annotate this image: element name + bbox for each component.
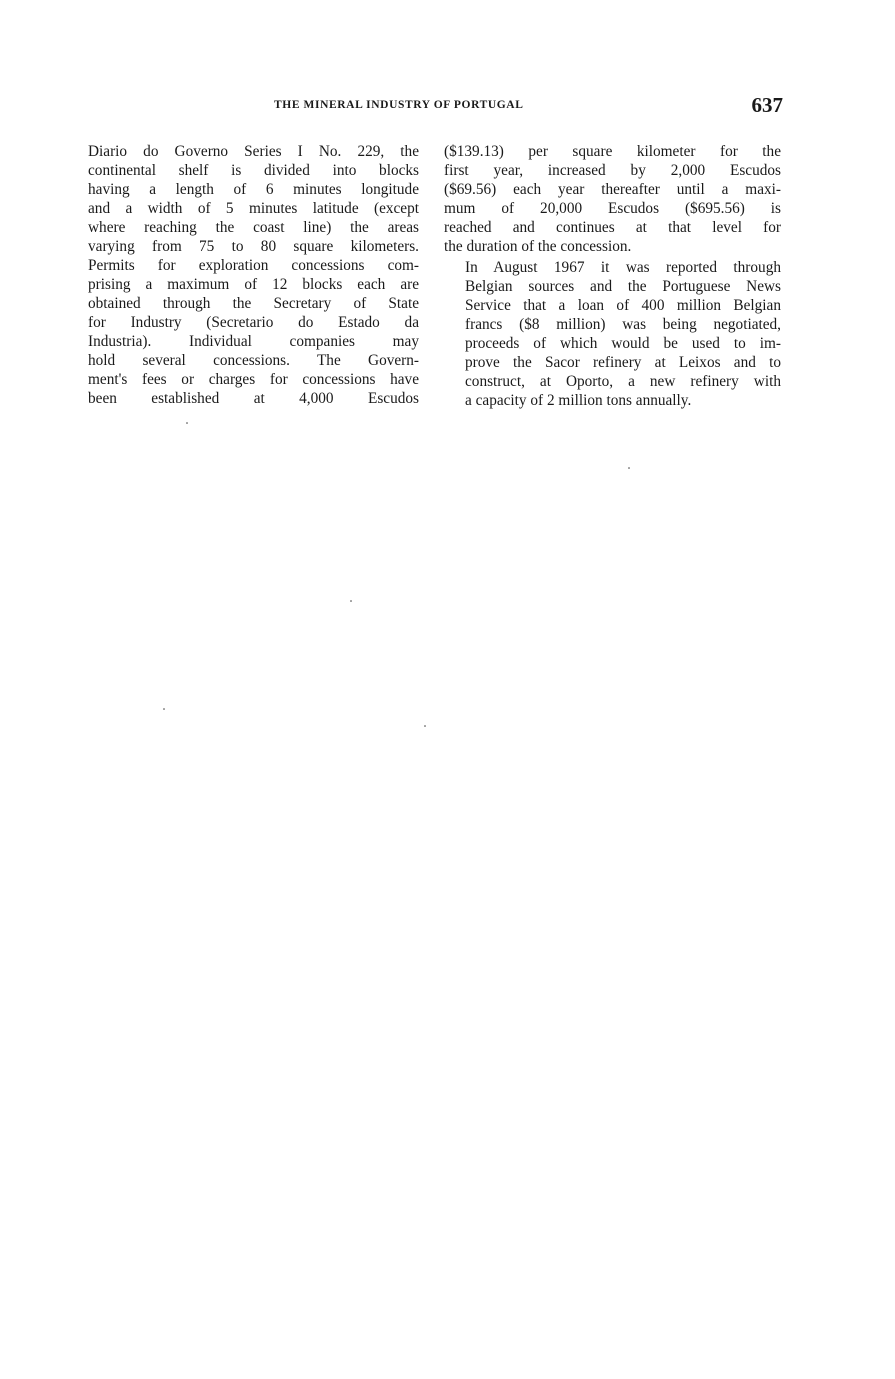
text-line: for Industry (Secretario do Estado da: [88, 314, 419, 331]
text-line: prising a maximum of 12 blocks each are: [88, 276, 419, 293]
text-line: mum of 20,000 Escudos ($695.56) is: [444, 200, 781, 217]
text-line: been established at 4,000 Escudos: [88, 390, 419, 407]
right-column-paragraph-2: [444, 258, 781, 410]
text-line: varying from 75 to 80 square kilometers.: [88, 238, 419, 255]
scan-speck: [628, 467, 630, 469]
text-line: Diario do Governo Series I No. 229, the: [88, 143, 419, 160]
text-line: proceeds of which would be used to im-: [465, 335, 781, 352]
text-line: a capacity of 2 million tons annually.: [465, 392, 692, 409]
text-line: and a width of 5 minutes latitude (except: [88, 200, 419, 217]
text-line: Belgian sources and the Portuguese News: [465, 278, 781, 295]
text-line: continental shelf is divided into blocks: [88, 162, 419, 179]
text-line: prove the Sacor refinery at Leixos and to: [465, 354, 781, 371]
text-line: construct, at Oporto, a new refinery with: [465, 373, 781, 390]
text-line: reached and continues at that level for: [444, 219, 781, 236]
running-head-title: THE MINERAL INDUSTRY OF PORTUGAL: [274, 99, 524, 111]
running-head: [88, 93, 783, 121]
scan-speck: [163, 708, 165, 710]
right-column: [444, 142, 781, 410]
left-column: [88, 142, 419, 408]
text-line: Service that a loan of 400 million Belgian: [465, 297, 781, 314]
scan-speck: [186, 422, 188, 424]
text-line: ($139.13) per square kilometer for the: [444, 143, 781, 160]
left-column-paragraph: [88, 142, 419, 408]
text-line: In August 1967 it was reported through: [465, 259, 781, 276]
text-line: ment's fees or charges for concessions have: [88, 371, 419, 388]
text-line: obtained through the Secretary of State: [88, 295, 419, 312]
text-line: having a length of 6 minutes longitude: [88, 181, 419, 198]
text-line: francs ($8 million) was being negotiated,: [465, 316, 781, 333]
text-line: where reaching the coast line) the areas: [88, 219, 419, 236]
page-number: 637: [751, 93, 783, 117]
text-line: Permits for exploration concessions com-: [88, 257, 419, 274]
text-line: Industria). Individual companies may: [88, 333, 419, 350]
scan-speck: [424, 725, 426, 727]
text-line: hold several concessions. The Govern-: [88, 352, 419, 369]
text-line: the duration of the concession.: [444, 238, 632, 255]
text-line: first year, increased by 2,000 Escudos: [444, 162, 781, 179]
text-line: ($69.56) each year thereafter until a maxi-: [444, 181, 781, 198]
scan-speck: [350, 600, 352, 602]
right-column-paragraph-1: [444, 142, 781, 256]
